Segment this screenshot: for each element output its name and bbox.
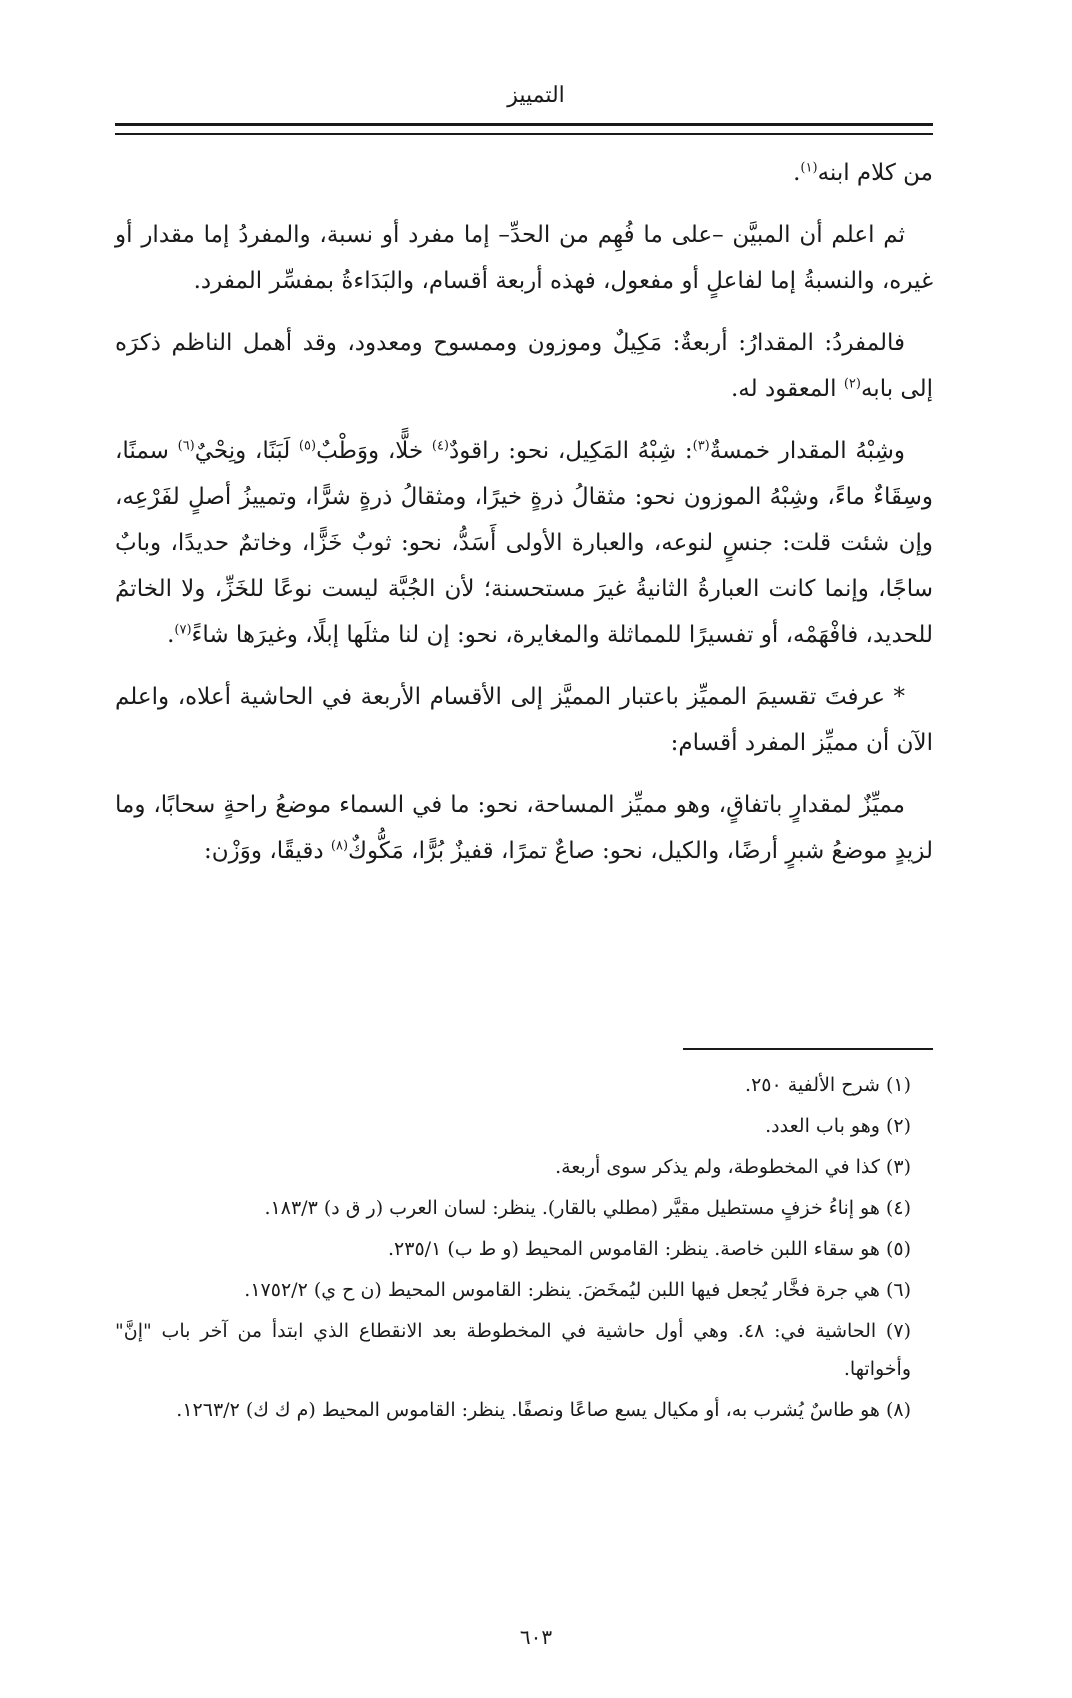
footnote-ref-2[interactable]: (٢)	[843, 376, 861, 392]
paragraph-6: مميِّزٌ لمقدارٍ باتفاقٍ، وهو مميِّز المساحة، نحو: ما في السماء موضعُ راحةٍ سحابًا، وما لزيدٍ موضعُ شبرٍ أرضًا، والكيل، نحو: صاعٌ تمرًا، قفيزٌ بُرًّا، مَكُّوكٌ$^{(٨)}$ دقيقًا، ووَزْن:	[115, 792, 933, 864]
footnote-ref-4[interactable]: (٤)	[431, 438, 449, 454]
footnote-3: (٣) كذا في المخطوطة، ولم يذكر سوى أربعة.	[555, 1156, 911, 1178]
paragraph-3: فالمفردُ: المقدارُ: أربعةٌ: مَكِيلٌ وموزون وممسوح ومعدود، وقد أهمل الناظم ذكرَه إلى بابه$^{(٢)}$ المعقود له.	[115, 330, 933, 402]
page-number: ٦٠٣	[519, 1625, 553, 1649]
header-rule-thin	[115, 133, 933, 135]
footnote-6: (٦) هي جرة فخَّار يُجعل فيها اللبن ليُمخَضَ. ينظر: القاموس المحيط (ن ح ي) ١٧٥٢/٢.	[244, 1279, 911, 1301]
paragraph-5: * عرفتَ تقسيمَ المميِّز باعتبار المميَّز إلى الأقسام الأربعة في الحاشية أعلاه، واعلم الآن أن مميِّز المفرد أقسام:	[115, 684, 933, 756]
footnote-8: (٨) هو طاسٌ يُشرب به، أو مكيال يسع صاعًا ونصفًا. ينظر: القاموس المحيط (م ك ك) ١٢٦٣/٢.	[176, 1399, 911, 1421]
main-text	[115, 150, 933, 874]
paragraph-1: من كلام ابنه$^{(١)}$.	[793, 160, 933, 186]
footnote-2: (٢) وهو باب العدد.	[765, 1115, 911, 1137]
footnote-separator	[683, 1048, 933, 1050]
footnote-ref-5[interactable]: (٥)	[298, 438, 317, 454]
footnote-ref-8[interactable]: (٨)	[330, 838, 349, 854]
header-rule-thick	[115, 123, 933, 126]
running-header-title: التمييز	[507, 83, 565, 108]
footnote-ref-6[interactable]: (٦)	[177, 438, 195, 454]
paragraph-4: وشِبْهُ المقدار خمسةٌ$^{(٣)}$: شِبْهُ المَكِيل، نحو: راقودٌ$^{(٤)}$ خلًّا، ووَطْبٌ$^{(٥)}$ لَبَنًا، ونِحْيٌ$^{(٦)}$ سمنًا، وسِقَاءٌ ماءً، وشِبْهُ الموزون نحو: مثقالُ ذرةٍ خيرًا، ومثقالُ ذرةٍ شرًّا، وتمييزُ أصلٍ لفَرْعِه، وإن شئت قلت: جنسٍ لنوعه، والعبارة الأولى أَسَدُّ، نحو: ثوبٌ خَزًّا، وخاتمٌ حديدًا، وبابٌ ساجًا، وإنما كانت العبارةُ الثانيةُ غيرَ مستحسنة؛ لأن الجُبَّة ليست نوعًا للخَزِّ، ولا الخاتمُ للحديد، فافْهَمْه، أو تفسيرًا للمماثلة والمغايرة، نحو: إن لنا مثلَها إبلًا، وغيرَها شاءً$^{(٧)}$.	[115, 438, 933, 648]
footnote-4: (٤) هو إناءُ خزفٍ مستطيل مقيَّر (مطلي بالقار). ينظر: لسان العرب (ر ق د) ١٨٣/٣.	[264, 1197, 911, 1219]
footnote-ref-1[interactable]: (١)	[800, 160, 818, 176]
footnotes	[115, 1066, 933, 1432]
footnote-5: (٥) هو سقاء اللبن خاصة. ينظر: القاموس المحيط (و ط ب) ٢٣٥/١.	[388, 1238, 911, 1260]
footnote-ref-7[interactable]: (٧)	[174, 622, 192, 638]
footnote-7: (٧) الحاشية في: ٤٨. وهي أول حاشية في المخطوطة بعد الانقطاع الذي ابتدأ من آخر باب "إنَّ" وأخواتها.	[115, 1320, 911, 1380]
footnote-1: (١) شرح الألفية ٢٥٠.	[745, 1074, 911, 1096]
paragraph-2: ثم اعلم أن المبيَّن –على ما فُهِم من الحدِّ– إما مفرد أو نسبة، والمفردُ إما مقدار أو غيره، والنسبةُ إما لفاعلٍ أو مفعول، فهذه أربعة أقسام، والبَدَاءةُ بمفسِّر المفرد.	[115, 222, 933, 294]
footnote-ref-3[interactable]: (٣)	[692, 438, 710, 454]
